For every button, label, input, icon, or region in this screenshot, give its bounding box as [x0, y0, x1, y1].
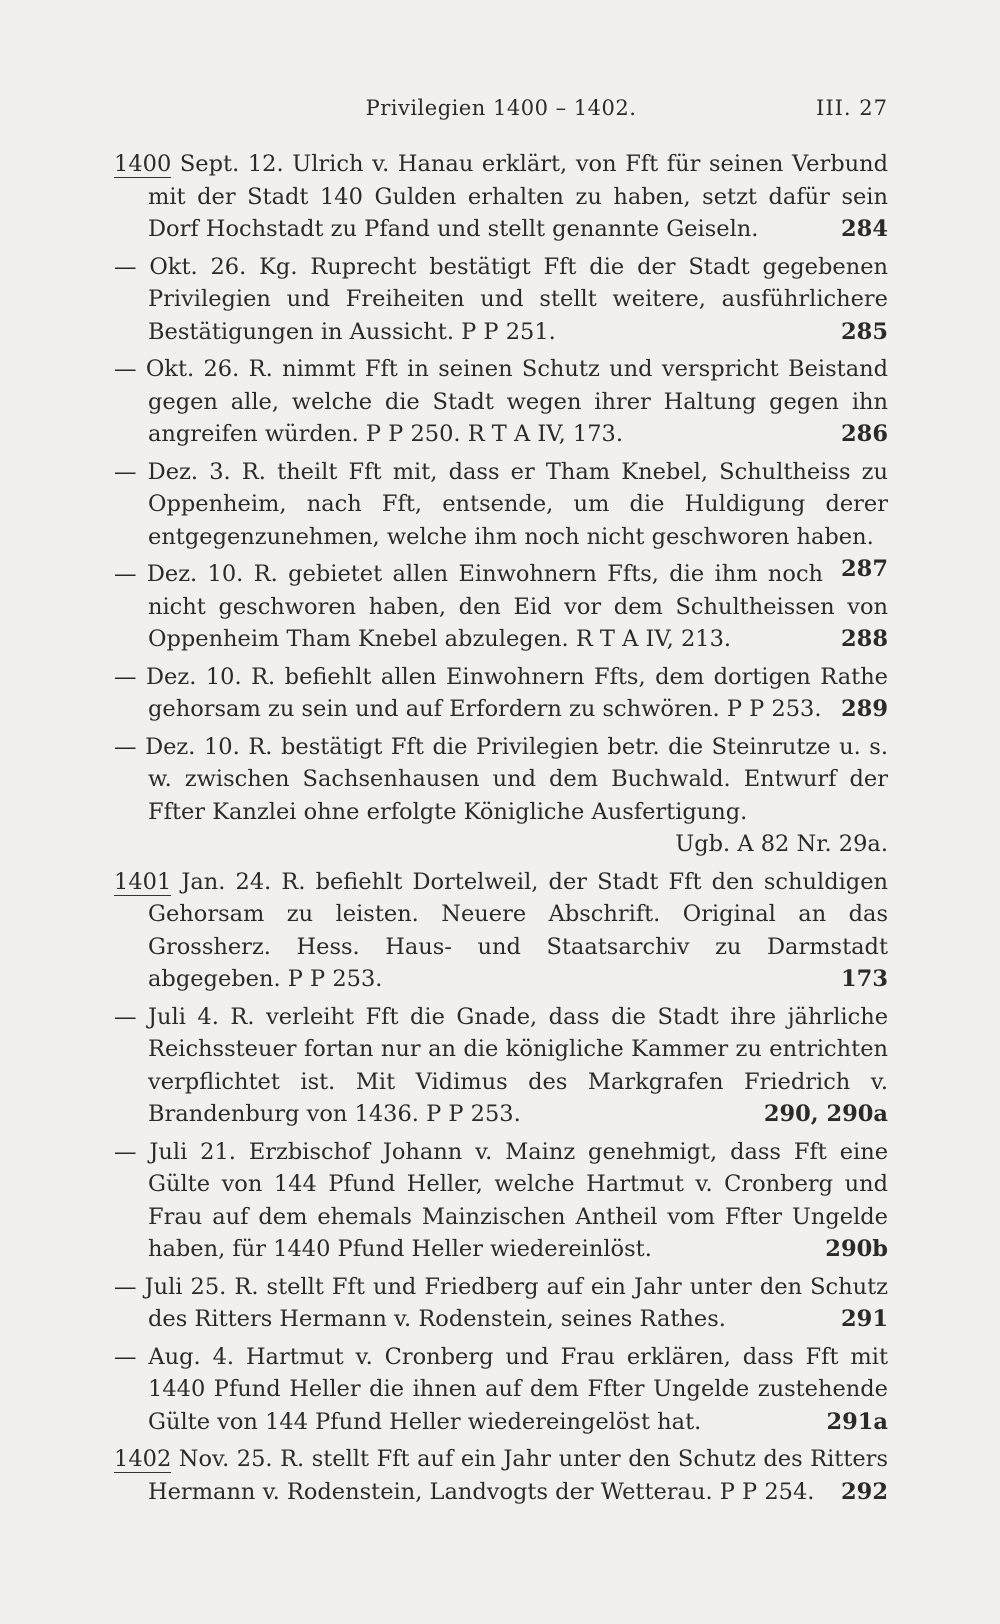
- regest-entry: [114, 251, 888, 349]
- regest-entry: [114, 353, 888, 451]
- header-title: Privilegien 1400 – 1402.: [365, 96, 637, 120]
- entry-date: Juli 21.: [149, 1138, 236, 1165]
- entry-year: 1400: [114, 151, 172, 177]
- entry-text: R. stellt Fft und Friedberg auf ein Jahr unter den Schutz des Ritters Hermann v. Rodenstein, seines Rathes.: [148, 1273, 889, 1332]
- entry-dash: —: [114, 1138, 137, 1165]
- entry-number: 290, 290a: [763, 1101, 888, 1127]
- entry-dash: —: [114, 733, 137, 760]
- entry-dash: —: [114, 561, 137, 587]
- entry-dash: —: [114, 458, 137, 485]
- entry-number: 284: [841, 216, 888, 242]
- regest-entry: [114, 1443, 888, 1508]
- regest-entry: [114, 731, 888, 861]
- entry-number: 291: [841, 1306, 888, 1332]
- regest-entry: [114, 1136, 888, 1266]
- entry-date: Juli 25.: [144, 1273, 227, 1300]
- entry-number: 292: [841, 1478, 888, 1505]
- entry-number: 290b: [825, 1236, 888, 1262]
- entry-year: 1401: [114, 868, 172, 895]
- entry-date: Jan. 24.: [181, 868, 272, 895]
- regest-entry: [114, 558, 888, 656]
- regest-entry: [114, 148, 888, 246]
- entry-dash: —: [114, 253, 137, 280]
- entry-archive-reference: Ugb. A 82 Nr. 29a.: [675, 831, 888, 857]
- entry-number: 288: [841, 626, 888, 652]
- entry-date: Aug. 4.: [148, 1343, 235, 1370]
- entry-date: Dez. 10.: [146, 561, 244, 587]
- entry-text: R. verleiht Fft die Gnade, dass die Stadt ihre jährliche Reichssteuer fortan nur an die königliche Kammer zu entrichten verpflichtet ist. Mit Vidimus des Markgrafen Friedrich v. Brandenburg von 1436. P P 253.: [148, 1003, 889, 1127]
- regest-entry: [114, 1001, 888, 1131]
- entry-text: R. stellt Fft auf ein Jahr unter den Schutz des Ritters Hermann v. Rodenstein, Landvogts der Wetterau. P P 254.: [148, 1446, 888, 1505]
- header-page-number: III. 27: [816, 96, 888, 120]
- entry-dash: —: [114, 1273, 137, 1300]
- entry-date: Juli 4.: [148, 1003, 219, 1030]
- entry-text: Kg. Ruprecht bestätigt Fft die der Stadt gegebenen Privilegien und Freiheiten und stellt weitere, ausführlichere Bestätigungen in Aussicht. P P 251.: [148, 253, 889, 345]
- entry-text: R. gebietet allen Einwohnern Ffts, die ihm noch nicht geschworen haben, den Eid vor dem Schultheissen von Oppenheim Tham Knebel abzulegen. R T A IV, 213.: [148, 561, 888, 652]
- entry-number: 285: [841, 318, 888, 345]
- entry-date: Nov. 25.: [178, 1446, 273, 1472]
- entry-date: Dez. 10.: [145, 733, 240, 760]
- entry-text: Hartmut v. Cronberg und Frau erklären, dass Fft mit 1440 Pfund Heller die ihnen auf dem Ffter Ungelde zustehende Gülte von 144 Pfund Heller wiedereingelöst hat.: [148, 1343, 888, 1435]
- entry-date: Dez. 3.: [147, 458, 231, 485]
- entry-number: 291a: [826, 1408, 888, 1435]
- entry-date: Sept. 12.: [179, 151, 284, 177]
- entry-dash: —: [114, 1003, 137, 1030]
- entry-text: R. nimmt Fft in seinen Schutz und verspricht Beistand gegen alle, welche die Stadt wegen ihrer Haltung gegen ihn angreifen würden. P P 250. R T A IV, 173.: [148, 356, 889, 447]
- entry-text: Erzbischof Johann v. Mainz genehmigt, dass Fft eine Gülte von 144 Pfund Heller, welche Hartmut v. Cronberg und Frau auf dem ehemals Mainzischen Antheil vom Ffter Ungelde haben, für 1440 Pfund Heller wiedereinlöst.: [148, 1138, 889, 1262]
- entry-date: Okt. 26.: [149, 253, 247, 280]
- regest-entry: [114, 661, 888, 726]
- entry-text: Ulrich v. Hanau erklärt, von Fft für seinen Verbund mit der Stadt 140 Gulden erhalten zu haben, setzt dafür sein Dorf Hochstadt zu Pfand und stellt genannte Geiseln.: [148, 151, 888, 242]
- entry-number: 287: [841, 556, 888, 582]
- entry-number: 286: [841, 421, 888, 447]
- entry-text: R. bestätigt Fft die Privilegien betr. die Steinrutze u. s. w. zwischen Sachsenhausen und dem Buchwald. Entwurf der Ffter Kanzlei ohne erfolgte Königliche Ausfertigung.: [148, 733, 889, 825]
- regest-entry: [114, 1271, 888, 1336]
- regesta-list: [114, 148, 888, 1513]
- entry-date: Dez. 10.: [145, 663, 242, 690]
- running-header: [114, 96, 888, 128]
- entry-dash: —: [114, 356, 137, 382]
- entry-date: Okt. 26.: [145, 356, 240, 382]
- entry-number: 173: [841, 966, 888, 992]
- regest-entry: [114, 866, 888, 996]
- entry-year: 1402: [114, 1446, 172, 1472]
- entry-text: R. befiehlt allen Einwohnern Ffts, dem dortigen Rathe gehorsam zu sein und auf Erfordern zu schwören. P P 253.: [148, 663, 888, 722]
- entry-dash: —: [114, 663, 137, 690]
- entry-text: R. theilt Fft mit, dass er Tham Knebel, Schultheiss zu Oppenheim, nach Fft, entsende, um die Huldigung derer entgegenzunehmen, welche ihm noch nicht geschworen haben.: [148, 458, 888, 550]
- regest-entry: [114, 1341, 888, 1439]
- entry-text: R. befiehlt Dortelweil, der Stadt Fft den schuldigen Gehorsam zu leisten. Neuere Abschrift. Original an das Grossherz. Hess. Haus- und Staatsarchiv zu Darmstadt abgegeben. P P 253.: [148, 868, 889, 992]
- entry-number: 289: [841, 696, 888, 722]
- entry-dash: —: [114, 1343, 137, 1370]
